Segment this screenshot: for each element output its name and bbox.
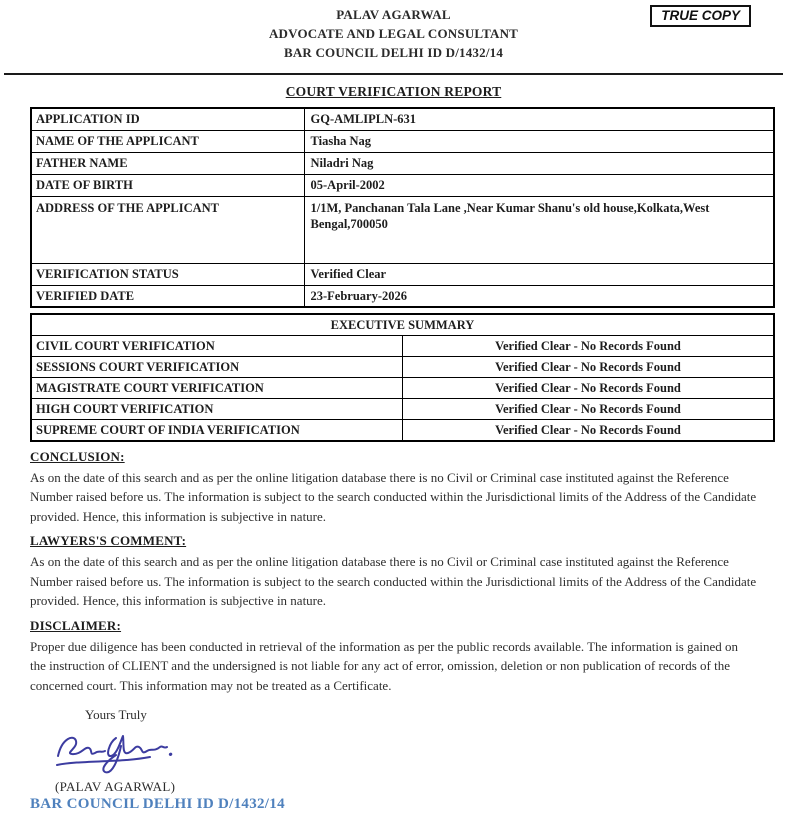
section-conclusion [30,449,757,527]
row-label: SUPREME COURT OF INDIA VERIFICATION [31,419,403,441]
summary-title: EXECUTIVE SUMMARY [31,314,774,335]
table-row [31,419,774,441]
closing-yours-truly: Yours Truly [85,707,147,722]
row-label: DATE OF BIRTH [31,174,304,196]
advocate-name: PALAV AGARWAL [336,7,451,22]
row-value: Verified Clear - No Records Found [403,356,775,377]
row-value: Verified Clear - No Records Found [403,419,775,441]
table-row [31,377,774,398]
row-label: HIGH COURT VERIFICATION [31,398,403,419]
row-label: CIVIL COURT VERIFICATION [31,335,403,356]
header-divider [4,73,783,75]
table-row-address [31,196,774,263]
row-label: FATHER NAME [31,152,304,174]
table-row [31,263,774,285]
row-value: 05-April-2002 [304,174,774,196]
row-label: VERIFIED DATE [31,285,304,307]
bar-council-id-footer: BAR COUNCIL DELHI ID D/1432/14 [30,796,285,812]
signatory-name: (PALAV AGARWAL) [55,779,176,794]
section-body: Proper due diligence has been conducted in retrieval of the information as per the public records available. The information is gained on the instruction of CLIENT and the undersigned is not liable for any act of error, omission, deletion or non publication of records of the concerned court. This information may not be treated as a Certificate. [30,638,739,693]
table-row [31,108,774,130]
section-lawyers-comment [30,533,757,611]
table-row [31,130,774,152]
section-heading: LAWYERS'S COMMENT: [30,533,187,548]
row-value: Tiasha Nag [304,130,774,152]
page-title: COURT VERIFICATION REPORT [285,84,502,99]
row-label: MAGISTRATE COURT VERIFICATION [31,377,403,398]
row-value: Verified Clear [304,263,774,285]
section-heading: CONCLUSION: [30,448,125,464]
row-label: APPLICATION ID [31,108,304,130]
row-label: VERIFICATION STATUS [31,263,304,285]
row-label: NAME OF THE APPLICANT [31,130,304,152]
row-label: ADDRESS OF THE APPLICANT [31,196,304,263]
table-row [31,174,774,196]
row-value: Niladri Nag [304,152,774,174]
bar-council-id-header: BAR COUNCIL DELHI ID D/1432/14 [283,45,504,60]
summary-header-row [31,314,774,335]
section-body: As on the date of this search and as per the online litigation database there is no Civil or Criminal case instituted against the Reference Number raised before us. The information is subject to the search conducted within the Jurisdictional limits of the Address of the Candidate provided. Hence, this information is subjective in nature. [30,469,757,524]
row-value: Verified Clear - No Records Found [403,377,775,398]
executive-summary-table [30,313,775,442]
table-row [31,398,774,419]
true-copy-stamp: TRUE COPY [650,5,751,27]
row-value: Verified Clear - No Records Found [403,335,775,356]
row-value: 1/1M, Panchanan Tala Lane ,Near Kumar Shanu's old house,Kolkata,West Bengal,700050 [304,196,774,263]
section-disclaimer [30,618,757,696]
table-row [31,356,774,377]
table-row [31,285,774,307]
table-row [31,335,774,356]
advocate-title: ADVOCATE AND LEGAL CONSULTANT [268,26,519,41]
section-heading: DISCLAIMER: [30,617,122,633]
table-row [31,152,774,174]
row-value: Verified Clear - No Records Found [403,398,775,419]
handwritten-signature [50,726,190,778]
section-body: As on the date of this search and as per the online litigation database there is no Civil or Criminal case instituted against the Reference Number raised before us. The information is subject to the search conducted within the Jurisdictional limits of the Address of the Candidate provided. Hence, this information is subjective in nature. [30,554,757,608]
applicant-details-table [30,107,775,308]
row-value: GQ-AMLIPLN-631 [304,108,774,130]
narrative-sections [30,449,757,696]
row-label: SESSIONS COURT VERIFICATION [31,356,403,377]
row-value: 23-February-2026 [304,285,774,307]
